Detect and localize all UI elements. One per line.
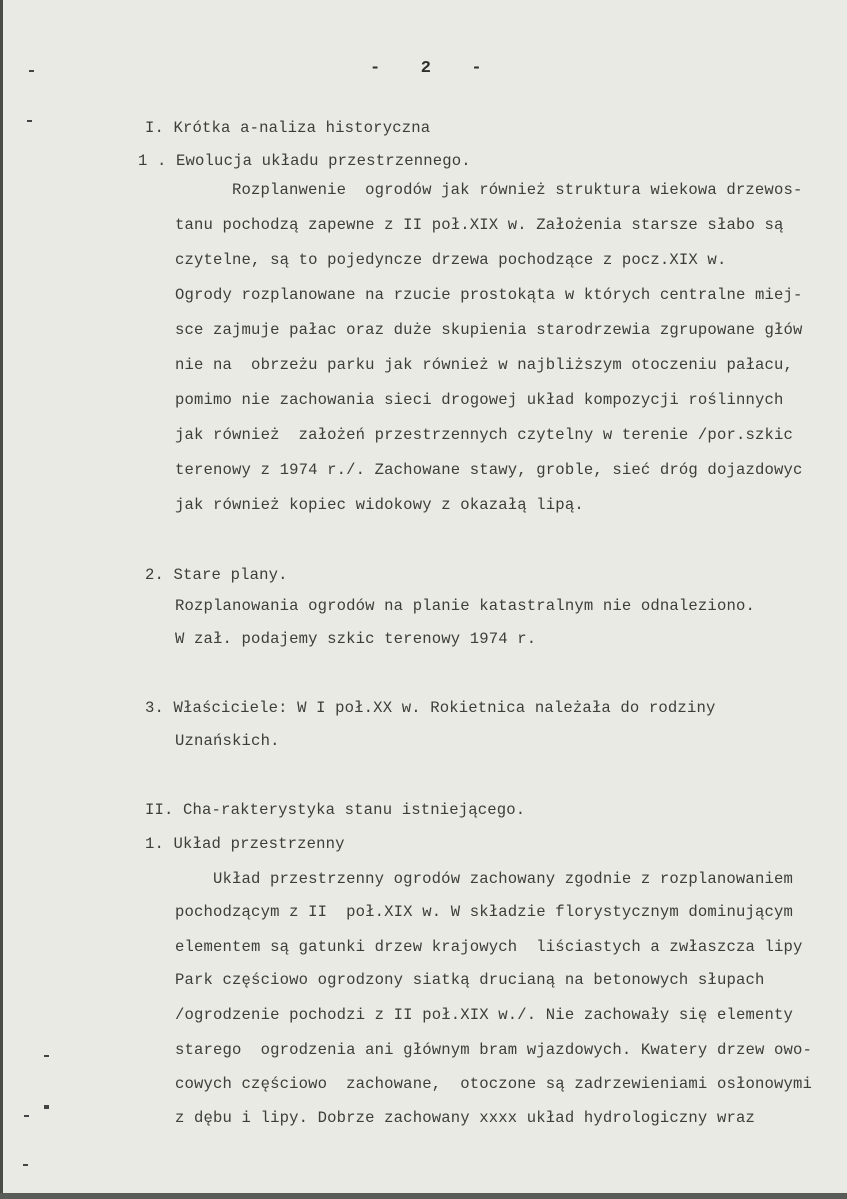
margin-mark [44,1105,49,1109]
margin-mark [27,120,32,122]
margin-mark [23,1164,28,1166]
paragraph-line: elementem są gatunki drzew krajowych liściastych a zwłaszcza lipy [175,938,803,956]
section-heading: II. Cha-rakterystyka stanu istniejącego. [145,801,526,819]
paragraph-line: W zał. podajemy szkic terenowy 1974 r. [175,630,537,648]
paragraph-line: Park częściowo ogrodzony siatką drucianą na betonowych słupach [175,971,765,989]
paragraph-line: pomimo nie zachowania sieci drogowej układ kompozycji roślinnych [175,391,784,409]
paragraph-line: /ogrodzenie pochodzi z II poł.XIX w./. Nie zachowały się elementy [175,1006,794,1024]
paragraph-line: jak również założeń przestrzennych czytelny w terenie /por.szkic [175,426,794,444]
paragraph-line: pochodzącym z II poł.XIX w. W składzie florystycznym dominującym [175,903,794,921]
scan-left-edge [0,0,3,1199]
paragraph-line: cowych częściowo zachowane, otoczone są zadrzewieniami osłonowymi [175,1075,813,1093]
paragraph-line: jak również kopiec widokowy z okazałą lipą. [175,496,584,514]
section-heading: I. Krótka a-naliza historyczna [145,119,431,137]
subsection-heading: 1 . Ewolucja układu przestrzennego. [138,152,471,170]
paragraph-line: terenowy z 1974 r./. Zachowane stawy, groble, sieć dróg dojazdowyc [175,461,803,479]
subsection-heading: 1. Układ przestrzenny [145,835,345,853]
page-number: - 2 - [370,59,482,78]
scan-bottom-edge [0,1193,847,1199]
margin-mark [29,70,34,72]
paragraph-line: 3. Właściciele: W I poł.XX w. Rokietnica należała do rodziny [145,699,716,717]
paragraph-line: Układ przestrzenny ogrodów zachowany zgodnie z rozplanowaniem [213,870,793,888]
paragraph-line: czytelne, są to pojedyncze drzewa pochodzące z pocz.XIX w. [175,251,727,269]
paragraph-line: Rozplanowania ogrodów na planie katastralnym nie odnaleziono. [175,597,755,615]
paragraph-line: starego ogrodzenia ani głównym bram wjazdowych. Kwatery drzew owo- [175,1041,813,1059]
paragraph-line: nie na obrzeżu parku jak również w najbliższym otoczeniu pałacu, [175,356,794,374]
margin-mark [24,1115,29,1117]
paragraph-line: Uznańskich. [175,732,280,750]
margin-mark [44,1055,49,1057]
paragraph-line: Ogrody rozplanowane na rzucie prostokąta w których centralne miej- [175,286,803,304]
paragraph-line: tanu pochodzą zapewne z II poł.XIX w. Założenia starsze słabo są [175,216,784,234]
subsection-heading: 2. Stare plany. [145,566,288,584]
paragraph-line: sce zajmuje pałac oraz duże skupienia starodrzewia zgrupowane głów [175,321,803,339]
paragraph-line: Rozplanwenie ogrodów jak również struktura wiekowa drzewos- [232,181,803,199]
paragraph-line: z dębu i lipy. Dobrze zachowany xxxx układ hydrologiczny wraz [175,1109,755,1127]
